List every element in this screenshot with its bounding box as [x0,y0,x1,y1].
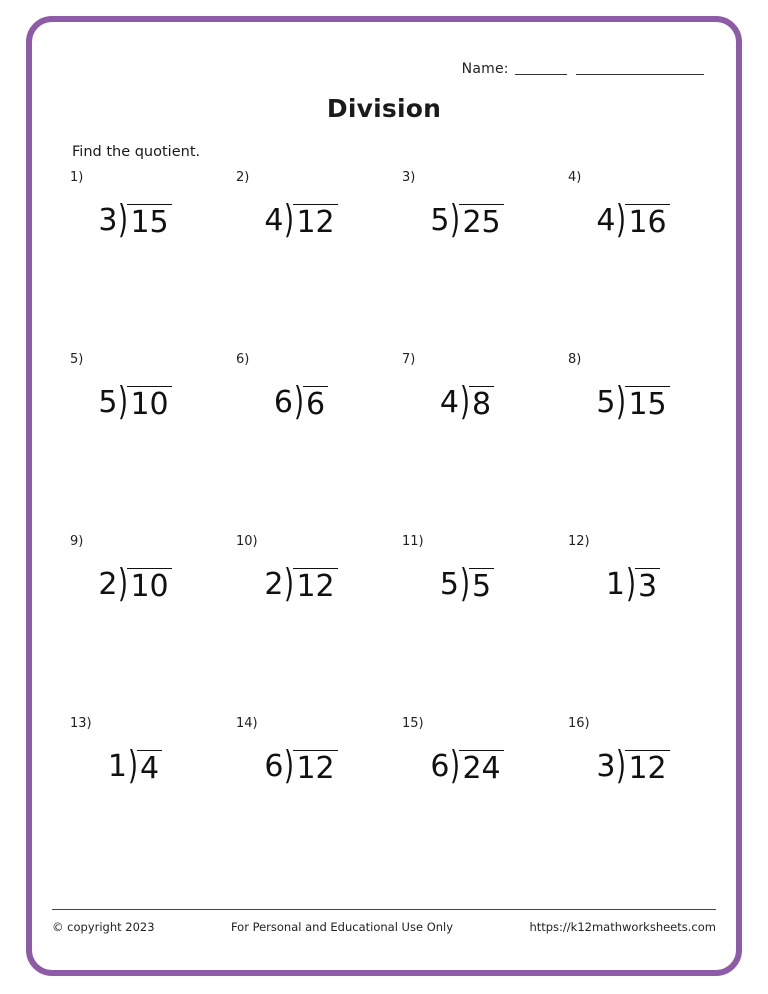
divisor-value: 5 [430,203,450,238]
problem-number: 9) [70,534,84,549]
problem-cell-2[interactable] [218,170,384,352]
division-bracket-icon: ) 25 [450,204,503,240]
name-blank-long[interactable] [576,60,704,75]
instruction-text: Find the quotient. [72,144,201,160]
problem-cell-16[interactable] [550,716,716,898]
problem-cell-5[interactable] [52,352,218,534]
long-division-expression [52,197,218,243]
page-title: Division [326,94,442,123]
divisor-value: 1 [605,567,625,602]
long-division-expression [384,197,550,243]
divisor-value: 2 [98,567,118,602]
problem-number: 10) [236,534,258,549]
problem-cell-14[interactable] [218,716,384,898]
division-bracket-icon: ) 10 [118,386,171,422]
long-division-expression [384,379,550,425]
problem-number: 1) [70,170,84,185]
divisor-value: 3 [98,203,118,238]
name-blank-short[interactable] [515,60,567,75]
dividend-value: 3 [635,568,660,604]
problem-cell-11[interactable] [384,534,550,716]
footer-copyright: © copyright 2023 [52,920,155,934]
divisor-value: 4 [439,385,459,420]
problem-number: 5) [70,352,84,367]
dividend-value: 10 [127,568,171,604]
long-division-expression [550,197,716,243]
dividend-value: 12 [293,750,337,786]
problem-number: 6) [236,352,250,367]
divisor-value: 2 [264,567,284,602]
division-bracket-icon: ) 15 [616,386,669,422]
problem-cell-12[interactable] [550,534,716,716]
divisor-value: 6 [273,385,293,420]
name-field-row [462,60,706,77]
long-division-expression [218,561,384,607]
dividend-value: 25 [459,204,503,240]
worksheet-content [52,42,716,952]
problem-cell-9[interactable] [52,534,218,716]
problem-number: 12) [568,534,590,549]
long-division-expression [384,743,550,789]
problem-row [52,534,716,716]
divisor-value: 4 [264,203,284,238]
long-division-expression [384,561,550,607]
dividend-value: 4 [137,750,162,786]
problem-number: 13) [70,716,92,731]
long-division-expression [218,743,384,789]
problem-number: 15) [402,716,424,731]
division-bracket-icon: ) 24 [450,750,503,786]
divisor-value: 5 [439,567,459,602]
problems-grid [52,170,716,898]
problem-cell-7[interactable] [384,352,550,534]
name-label: Name: [461,61,509,77]
division-bracket-icon: ) 5 [460,568,494,604]
footer-usage-note: For Personal and Educational Use Only [230,920,454,934]
footer-divider [52,909,716,910]
problem-row [52,170,716,352]
problem-number: 8) [568,352,582,367]
problem-cell-3[interactable] [384,170,550,352]
dividend-value: 16 [625,204,669,240]
dividend-value: 12 [625,750,669,786]
dividend-value: 15 [625,386,669,422]
problem-number: 4) [568,170,582,185]
division-bracket-icon: ) 10 [118,568,171,604]
division-bracket-icon: ) 4 [128,750,162,786]
dividend-value: 5 [469,568,494,604]
problem-cell-15[interactable] [384,716,550,898]
problem-row [52,352,716,534]
dividend-value: 24 [459,750,503,786]
dividend-value: 6 [303,386,328,422]
divisor-value: 1 [107,749,127,784]
division-bracket-icon: ) 8 [460,386,494,422]
dividend-value: 12 [293,568,337,604]
division-bracket-icon: ) 12 [284,568,337,604]
long-division-expression [218,197,384,243]
dividend-value: 15 [127,204,171,240]
problem-cell-1[interactable] [52,170,218,352]
division-bracket-icon: ) 12 [284,750,337,786]
problem-number: 11) [402,534,424,549]
divisor-value: 5 [98,385,118,420]
problem-number: 3) [402,170,416,185]
division-bracket-icon: ) 6 [294,386,328,422]
long-division-expression [218,379,384,425]
problem-number: 16) [568,716,590,731]
problem-number: 7) [402,352,416,367]
divisor-value: 4 [596,203,616,238]
division-bracket-icon: ) 15 [118,204,171,240]
problem-number: 14) [236,716,258,731]
division-bracket-icon: ) 12 [616,750,669,786]
footer-website-link[interactable]: https://k12mathworksheets.com [529,920,716,934]
page-footer [52,920,716,934]
problem-cell-6[interactable] [218,352,384,534]
problem-number: 2) [236,170,250,185]
division-bracket-icon: ) 3 [626,568,660,604]
division-bracket-icon: ) 16 [616,204,669,240]
dividend-value: 10 [127,386,171,422]
long-division-expression [550,561,716,607]
divisor-value: 3 [596,749,616,784]
long-division-expression [52,743,218,789]
problem-cell-10[interactable] [218,534,384,716]
problem-cell-8[interactable] [550,352,716,534]
dividend-value: 12 [293,204,337,240]
problem-cell-4[interactable] [550,170,716,352]
dividend-value: 8 [469,386,494,422]
divisor-value: 6 [264,749,284,784]
problem-cell-13[interactable] [52,716,218,898]
long-division-expression [550,379,716,425]
divisor-value: 6 [430,749,450,784]
long-division-expression [52,561,218,607]
long-division-expression [550,743,716,789]
divisor-value: 5 [596,385,616,420]
division-bracket-icon: ) 12 [284,204,337,240]
long-division-expression [52,379,218,425]
problem-row [52,716,716,898]
